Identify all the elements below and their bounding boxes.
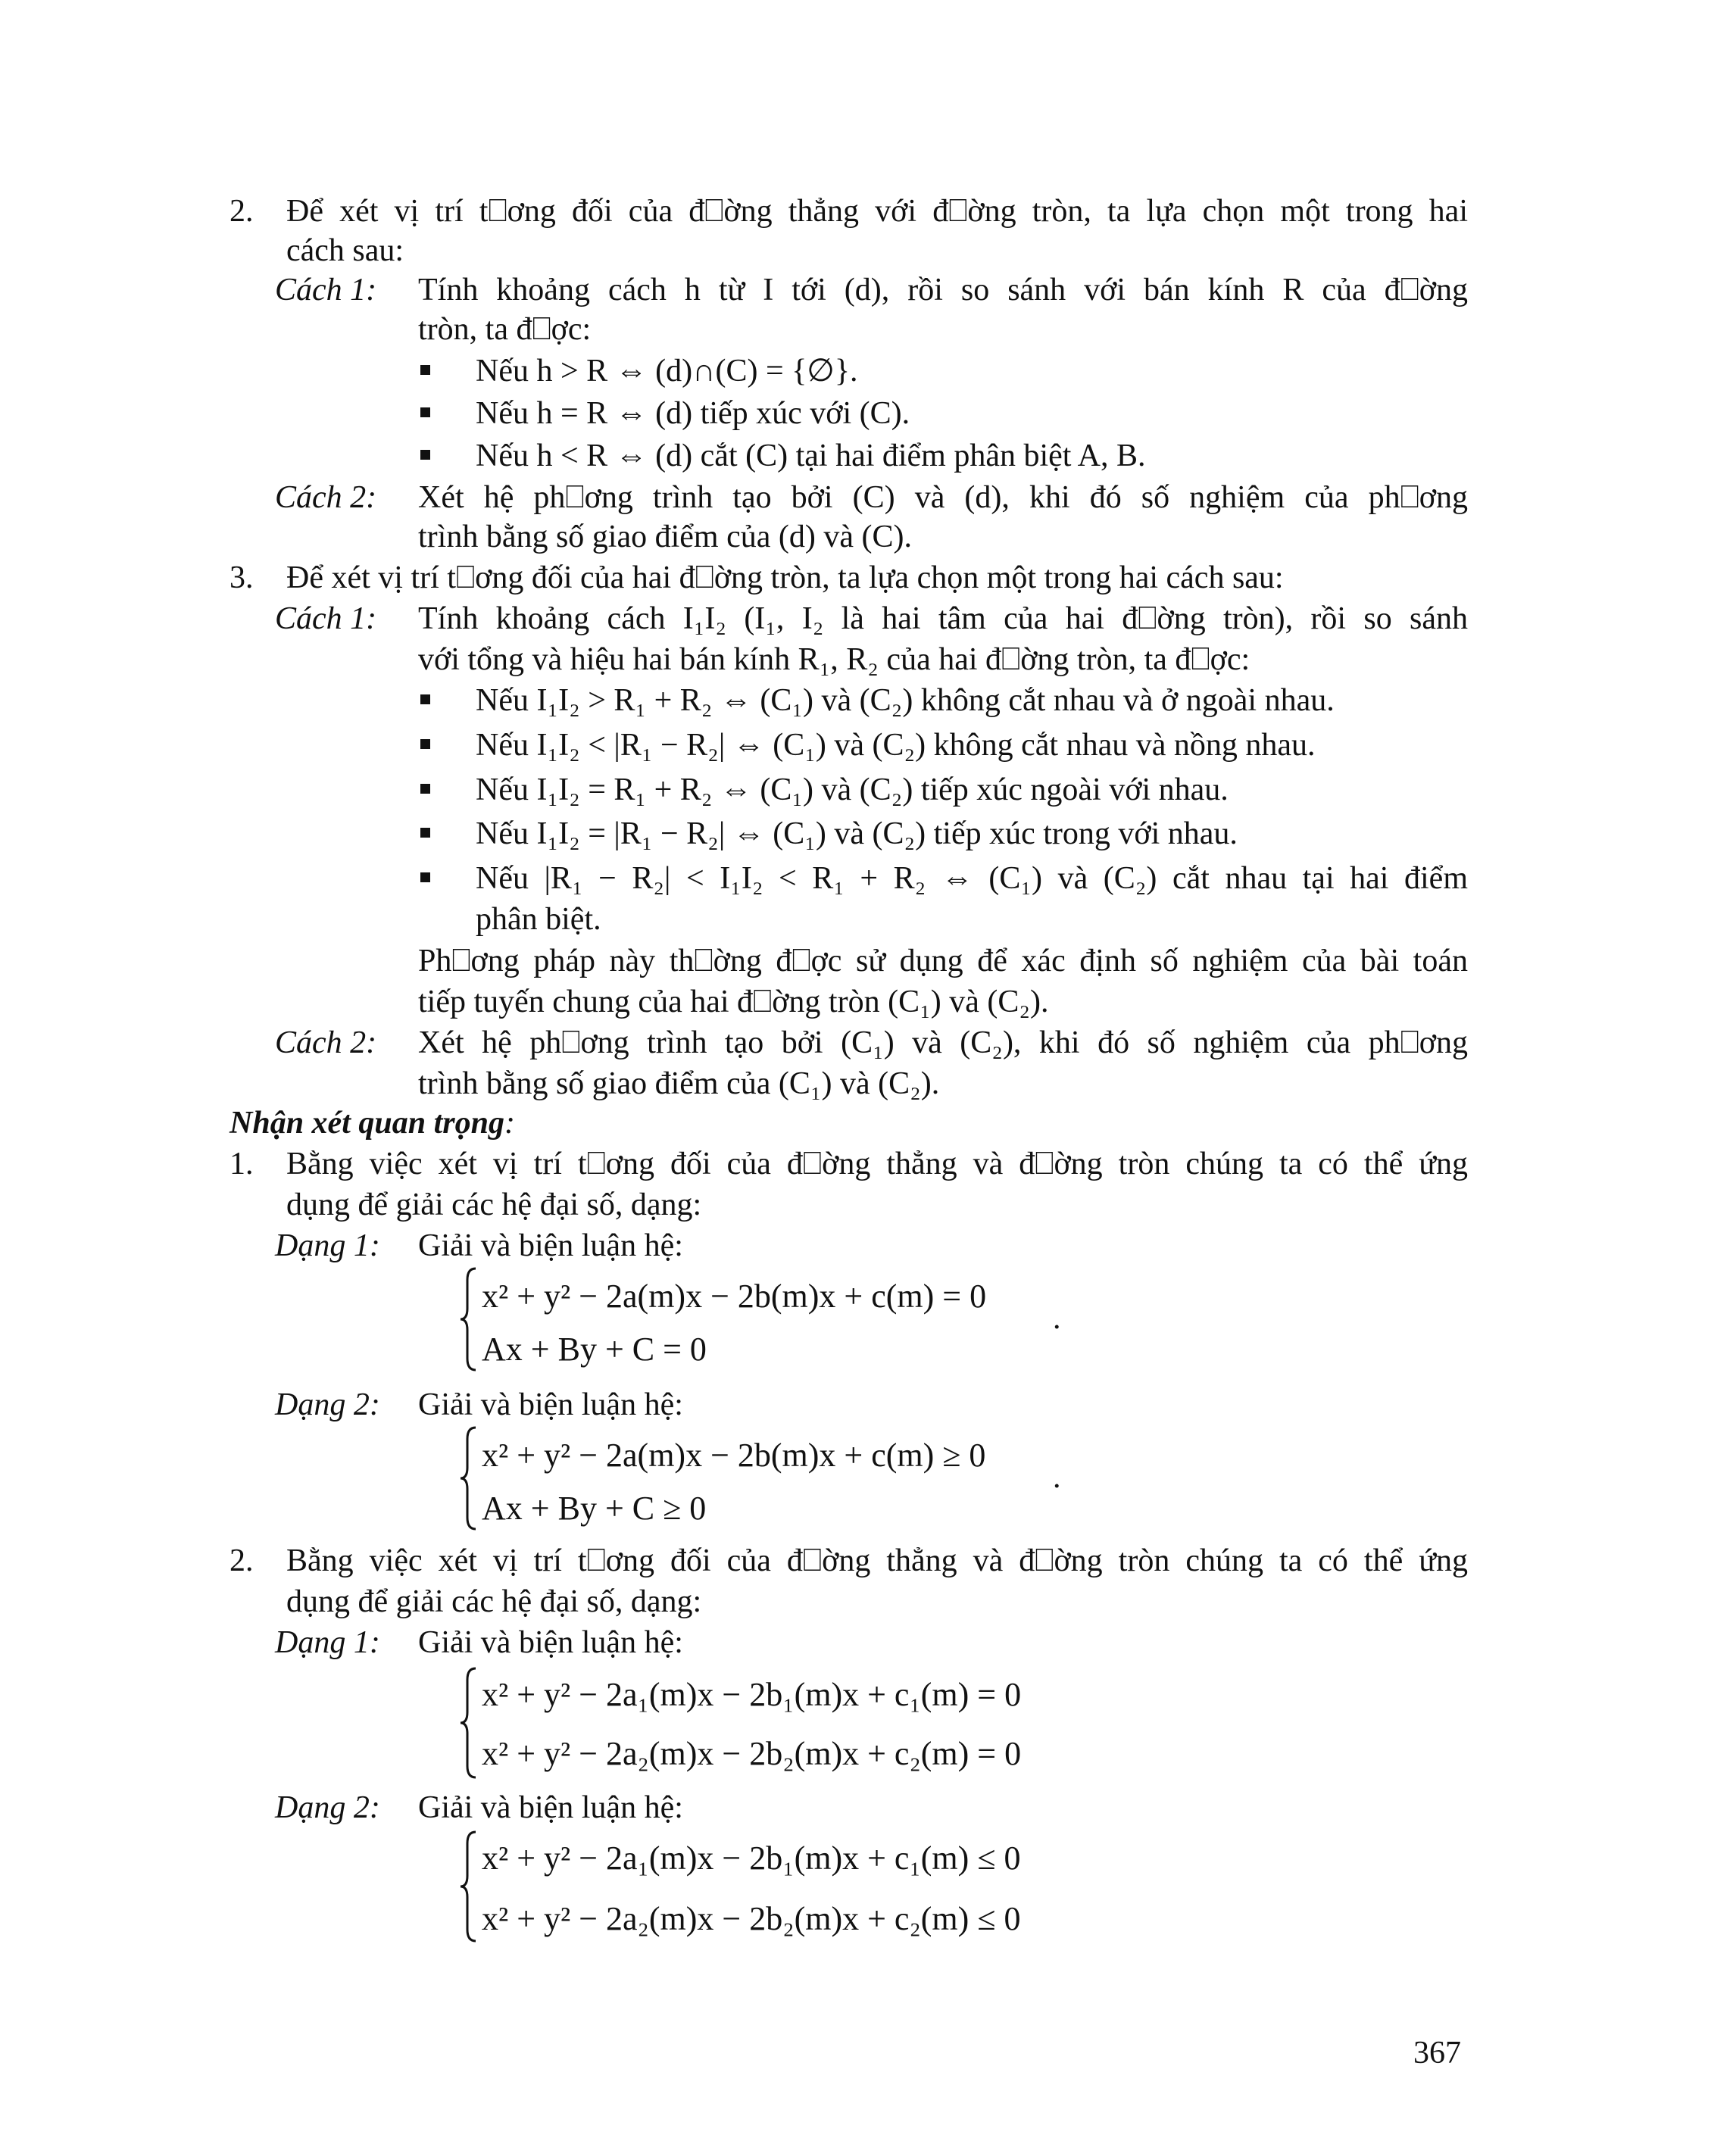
paragraph-line: Xét hệ ph⎕ơng trình tạo bởi (C₁) và (C₂), khi đó số nghiệm của ph⎕ơng xyxy=(418,1025,1468,1060)
bullet-icon xyxy=(420,694,430,704)
equation-line: x² + y² − 2a(m)x − 2b(m)x + c(m) = 0 xyxy=(482,1278,987,1315)
item-number: 2. xyxy=(229,1543,254,1578)
remark-colon: : xyxy=(504,1106,515,1141)
remark-heading xyxy=(229,1107,515,1139)
paragraph-line: dụng để giải các hệ đại số, dạng: xyxy=(286,1584,702,1619)
bullet-icon xyxy=(420,450,430,460)
paragraph-line: với tổng và hiệu hai bán kính R₁, R₂ của hai đ⎕ờng tròn, ta đ⎕ợc: xyxy=(418,642,1250,677)
paragraph-line: Ph⎕ơng pháp này th⎕ờng đ⎕ợc sử dụng để xác định số nghiệm của bài toán xyxy=(418,944,1468,978)
equation-line: x² + y² − 2a(m)x − 2b(m)x + c(m) ≥ 0 xyxy=(482,1437,986,1474)
page-number: 367 xyxy=(1413,2036,1461,2071)
method-label: Cách 2: xyxy=(275,480,377,515)
paragraph-line: tiếp tuyến chung của hai đ⎕ờng tròn (C₁) và (C₂). xyxy=(418,985,1049,1019)
paragraph-line: Giải và biện luận hệ: xyxy=(418,1625,683,1660)
form-label: Dạng 2: xyxy=(275,1790,380,1825)
bullet-text: Nếu h = R ⇔ (d) tiếp xúc với (C). xyxy=(476,396,910,431)
method-label: Cách 1: xyxy=(275,273,377,307)
paragraph-line: Bằng việc xét vị trí t⎕ơng đối của đ⎕ờng thẳng và đ⎕ờng tròn chúng ta có thể ứng xyxy=(286,1543,1468,1578)
paragraph-line: Để xét vị trí t⎕ơng đối của hai đ⎕ờng tròn, ta lựa chọn một trong hai cách sau: xyxy=(286,560,1284,595)
form-label: Dạng 2: xyxy=(275,1387,380,1422)
bullet-text: Nếu h < R ⇔ (d) cắt (C) tại hai điểm phân biệt A, B. xyxy=(476,438,1146,473)
bullet-icon xyxy=(420,784,430,794)
bullet-text: Nếu I₁I₂ < |R₁ − R₂| ⇔ (C₁) và (C₂) không cắt nhau và nồng nhau. xyxy=(476,728,1316,763)
left-brace-icon xyxy=(459,1425,477,1531)
paragraph-line: Tính khoảng cách h từ I tới (d), rồi so sánh với bán kính R của đ⎕ờng xyxy=(418,273,1468,307)
paragraph-line: trình bằng số giao điểm của (d) và (C). xyxy=(418,520,912,554)
form-label: Dạng 1: xyxy=(275,1228,380,1263)
bullet-icon xyxy=(420,407,430,417)
paragraph-line: tròn, ta đ⎕ợc: xyxy=(418,312,592,347)
bullet-text: Nếu I₁I₂ = R₁ + R₂ ⇔ (C₁) và (C₂) tiếp xúc ngoài với nhau. xyxy=(476,772,1229,807)
left-brace-icon xyxy=(459,1830,477,1943)
remark-title: Nhận xét quan trọng xyxy=(229,1106,504,1141)
item-number: 2. xyxy=(229,194,254,229)
equation-line: x² + y² − 2a₂(m)x − 2b₂(m)x + c₂(m) = 0 xyxy=(482,1735,1022,1772)
left-brace-icon xyxy=(459,1666,477,1780)
equation-line: Ax + By + C = 0 xyxy=(482,1331,707,1368)
bullet-text: Nếu I₁I₂ = |R₁ − R₂| ⇔ (C₁) và (C₂) tiếp xúc trong với nhau. xyxy=(476,816,1238,851)
bullet-icon xyxy=(420,828,430,838)
paragraph-line: Giải và biện luận hệ: xyxy=(418,1228,683,1263)
bullet-text: Nếu I₁I₂ > R₁ + R₂ ⇔ (C₁) và (C₂) không cắt nhau và ở ngoài nhau. xyxy=(476,683,1335,718)
paragraph-line: Để xét vị trí t⎕ơng đối của đ⎕ờng thẳng với đ⎕ờng tròn, ta lựa chọn một trong hai xyxy=(286,194,1468,229)
paragraph-line: Giải và biện luận hệ: xyxy=(418,1387,683,1422)
paragraph-line: dụng để giải các hệ đại số, dạng: xyxy=(286,1187,702,1222)
item-number: 1. xyxy=(229,1147,254,1181)
bullet-icon xyxy=(420,365,430,375)
equation-period: . xyxy=(1053,1460,1061,1495)
left-brace-icon xyxy=(459,1266,477,1372)
method-label: Cách 1: xyxy=(275,601,377,636)
equation-line: x² + y² − 2a₁(m)x − 2b₁(m)x + c₁(m) = 0 xyxy=(482,1676,1022,1713)
equation-line: Ax + By + C ≥ 0 xyxy=(482,1490,707,1527)
bullet-text: Nếu |R₁ − R₂| < I₁I₂ < R₁ + R₂ ⇔ (C₁) và (C₂) cắt nhau tại hai điểm xyxy=(476,861,1468,896)
paragraph-line: trình bằng số giao điểm của (C₁) và (C₂). xyxy=(418,1066,940,1101)
form-label: Dạng 1: xyxy=(275,1625,380,1660)
paragraph-line: Bằng việc xét vị trí t⎕ơng đối của đ⎕ờng thẳng và đ⎕ờng tròn chúng ta có thể ứng xyxy=(286,1147,1468,1181)
method-label: Cách 2: xyxy=(275,1025,377,1060)
bullet-icon xyxy=(420,872,430,882)
equation-line: x² + y² − 2a₁(m)x − 2b₁(m)x + c₁(m) ≤ 0 xyxy=(482,1840,1021,1877)
paragraph-line: Xét hệ ph⎕ơng trình tạo bởi (C) và (d), khi đó số nghiệm của ph⎕ơng xyxy=(418,480,1468,515)
bullet-text: phân biệt. xyxy=(476,902,601,937)
equation-line: x² + y² − 2a₂(m)x − 2b₂(m)x + c₂(m) ≤ 0 xyxy=(482,1900,1021,1937)
bullet-icon xyxy=(420,739,430,749)
paragraph-line: Giải và biện luận hệ: xyxy=(418,1790,683,1825)
equation-period: . xyxy=(1053,1301,1061,1336)
bullet-text: Nếu h > R ⇔ (d)∩(C) = {∅}. xyxy=(476,354,858,389)
paragraph-line: Tính khoảng cách I₁I₂ (I₁, I₂ là hai tâm của hai đ⎕ờng tròn), rồi so sánh xyxy=(418,601,1468,636)
paragraph-line: cách sau: xyxy=(286,233,404,268)
item-number: 3. xyxy=(229,560,254,595)
